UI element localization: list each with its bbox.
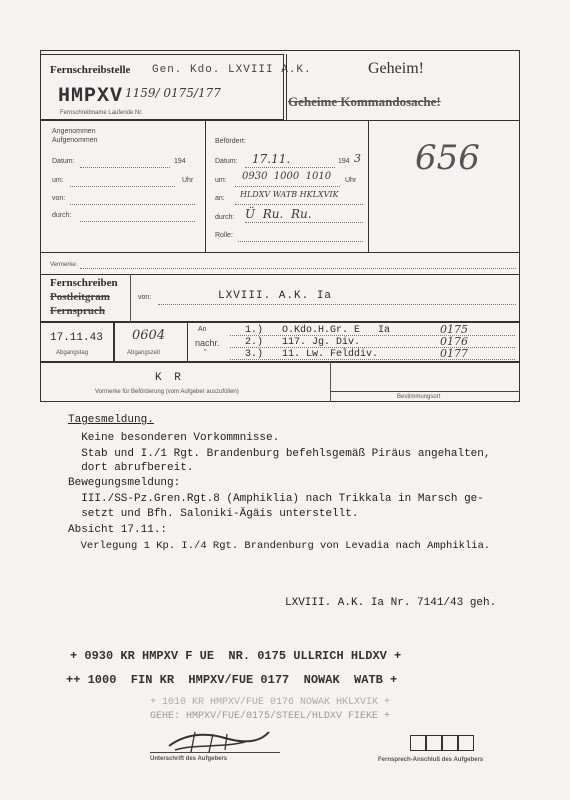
phone-caption: Fernsprech-Anschluß des Aufgebers — [378, 757, 484, 763]
message-line-6: III./SS-Pz.Gren.Rgt.8 (Amphiklia) nach Trikkala in Marsch ge- — [68, 493, 484, 505]
message-line-3: Stab und I./1 Rgt. Brandenburg befehlsgemäß Piräus angehalten, — [68, 448, 491, 460]
received-label-2: Aufgenommen — [52, 137, 98, 144]
received-year: 194 — [174, 158, 186, 165]
sender-value: LXVIII. A.K. Ia — [218, 290, 333, 302]
forwarded-date-label: Datum: — [215, 158, 238, 165]
dispatch-time-hand: 0604 — [132, 328, 166, 343]
recipient-third-label: " — [204, 349, 207, 356]
forwarded-role-label: Rolle: — [215, 232, 233, 239]
classification-label: Geheim! — [368, 60, 424, 77]
signature-caption: Unterschrift des Aufgebers — [150, 756, 228, 762]
forwarded-time-hand: 0930 1000 1010 — [242, 171, 332, 182]
teletype-line-2: ++ 1000 FIN KR HMPXV/FUE 0177 NOWAK WATB + — [66, 673, 398, 687]
received-date-label: Datum: — [52, 158, 75, 165]
kr-row-box — [40, 362, 520, 402]
forwarded-year-hand: 3 — [354, 152, 361, 165]
forwarded-time-label: um: — [215, 177, 227, 184]
forwarded-to-hand: HLDXV WATB HKLXVIK — [240, 190, 339, 199]
phone-cell-4 — [458, 735, 474, 751]
forwarded-to-label: an: — [215, 195, 225, 202]
teletype-line-3: + 1010 KR HMPXV/FUE 0176 NOWAK HKLXVIK + — [150, 697, 391, 708]
type-fernschreiben: Fernschreiben — [50, 277, 118, 289]
message-line-9: Verlegung 1 Kp. I./4 Rgt. Brandenburg von Levadia nach Amphiklia. — [68, 540, 491, 552]
received-label-1: Angenommen — [52, 128, 96, 135]
received-by-label: durch: — [52, 212, 72, 219]
recipient-an-label: An — [198, 326, 207, 333]
phone-cell-1 — [410, 735, 426, 751]
recipient-3-name: 11. Lw. Felddiv. — [282, 349, 379, 360]
message-line-2: Keine besonderen Vorkommnisse. — [68, 432, 280, 444]
forwarded-uhr: Uhr — [345, 177, 357, 184]
phone-cell-3 — [442, 735, 458, 751]
recipient-nachr-label: nachr. — [195, 338, 220, 348]
forwarded-by-hand: Ü Ru. Ru. — [245, 207, 312, 221]
sender-from-label: von: — [138, 294, 152, 301]
message-line-4: dort abrufbereit. — [68, 462, 194, 474]
kr-label: K R — [155, 372, 184, 384]
forwarded-year: 194 — [338, 158, 350, 165]
dispatch-date-caption: Abgangstag — [56, 350, 89, 356]
forwarded-label: Befördert: — [215, 138, 246, 145]
recipient-2-num: 2.) — [245, 337, 264, 348]
received-from-label: von: — [52, 195, 66, 202]
recipient-1-num: 1.) — [245, 325, 264, 336]
message-line-8: Absicht 17.11.: — [68, 524, 168, 536]
dispatch-time-caption: Abgangszeit — [127, 350, 161, 356]
serial-caption: Fernschreibname Laufende Nr. — [60, 110, 143, 116]
received-time-label: um: — [52, 177, 64, 184]
kr-caption: Vormerke für Beförderung (vom Aufgeber auszufüllen) — [95, 389, 239, 395]
message-line-7: setzt und Bfh. Saloniki-Ägäis unterstellt. — [68, 508, 359, 520]
dispatch-date: 17.11.43 — [50, 332, 103, 344]
office-label: Fernschreibstelle — [50, 64, 131, 76]
recipient-3-num: 3.) — [245, 349, 264, 360]
recipient-3-nr: 0177 — [440, 347, 468, 360]
vermerke-label: Vermerke: — [50, 262, 78, 268]
teletype-line-4: GEHE: HMPXV/FUE/0175/STEEL/HLDXV FIEKE + — [150, 711, 391, 722]
recipient-2-nr: 0176 — [440, 335, 468, 348]
recipient-1-name: O.Kdo.H.Gr. E Ia — [282, 325, 391, 336]
type-fernspruch: Fernspruch — [50, 305, 105, 317]
recipient-2-name: 117. Jg. Div. — [282, 337, 361, 348]
classification-top-label: Geheime Kommandosache! — [288, 94, 441, 109]
received-uhr: Uhr — [182, 177, 194, 184]
teletype-line-1: + 0930 KR HMPXV F UE NR. 0175 ULLRICH HLDXV + — [70, 649, 402, 663]
forwarded-date-hand: 17.11. — [252, 152, 291, 166]
office-value: Gen. Kdo. LXVIII A.K. — [152, 64, 312, 76]
recipient-1-nr: 0175 — [440, 323, 468, 336]
message-line-1: Tagesmeldung. — [68, 414, 154, 426]
message-line-5: Bewegungsmeldung: — [68, 477, 181, 489]
message-reference: LXVIII. A.K. Ia Nr. 7141/43 geh. — [285, 597, 497, 609]
serial-stamp: HMPXV — [58, 85, 124, 108]
serial-handwritten: 1159/ 0175/177 — [125, 86, 221, 100]
phone-cell-2 — [426, 735, 442, 751]
document-number: 656 — [415, 138, 480, 178]
type-postleitgram: Postleitgram — [50, 291, 110, 303]
destination-caption: Bestimmungsort — [397, 394, 441, 400]
forwarded-by-label: durch: — [215, 214, 235, 221]
